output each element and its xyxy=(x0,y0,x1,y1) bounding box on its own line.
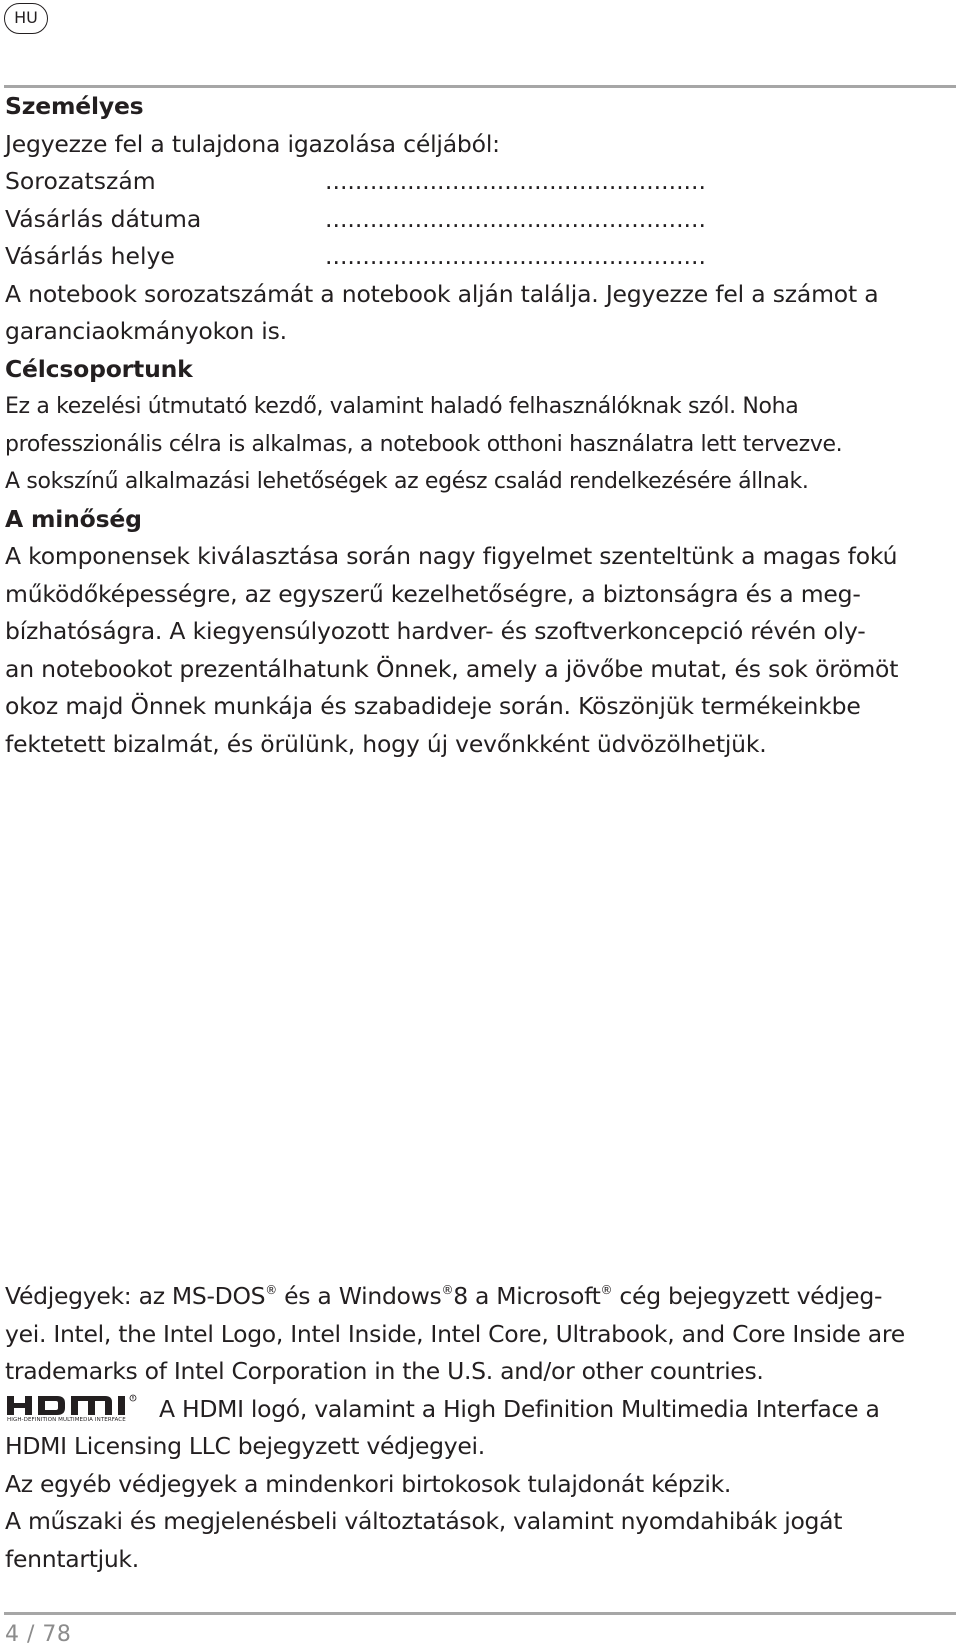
field-label: Vásárlás helye xyxy=(5,242,175,270)
field-blank: ................................................... xyxy=(325,204,706,233)
quality-text-line: fektetett bizalmát, és örülünk, hogy új vevőnkként üdvözölhetjük. xyxy=(5,729,767,758)
quality-text-line: bízhatóságra. A kiegyensúlyozott hardver- és szoftverkoncepció révén oly- xyxy=(5,617,866,645)
field-blank: ................................................... xyxy=(325,167,706,195)
section-title-target: Célcsoportunk xyxy=(5,354,193,383)
trademark-line xyxy=(5,1278,955,1316)
field-blank: ................................................... xyxy=(325,242,706,270)
personal-intro: Jegyezze fel a tulajdona igazolása céljából: xyxy=(5,129,500,158)
trademarks-section xyxy=(5,1278,955,1578)
main-content xyxy=(5,88,955,763)
trademark-line: HDMI Licensing LLC bejegyzett védjegyei. xyxy=(5,1432,485,1460)
trademark-text: A HDMI logó, valamint a High Definition Multimedia Interface a xyxy=(159,1394,880,1423)
field-label: Sorozatszám xyxy=(5,167,156,195)
target-text-line: A sokszínű alkalmazási lehetőségek az egész család rendelkezésére állnak. xyxy=(5,469,809,494)
bottom-divider xyxy=(4,1612,956,1615)
registered-mark: ® xyxy=(600,1283,613,1297)
target-text-line: professzionális célra is alkalmas, a notebook otthoni használatra lett tervezve. xyxy=(5,431,843,457)
quality-text-line: an notebookot prezentálhatunk Önnek, amely a jövőbe mutat, és sok örömöt xyxy=(5,654,899,683)
field-serial-number xyxy=(5,163,955,201)
registered-mark: ® xyxy=(441,1283,454,1297)
field-purchase-date xyxy=(5,201,955,239)
target-text-line: Ez a kezelési útmutató kezdő, valamint haladó felhasználóknak szól. Noha xyxy=(5,394,799,419)
trademark-text: 8 a Microsoft xyxy=(453,1282,601,1310)
trademark-line: A műszaki és megjelenésbeli változtatások, valamint nyomdahibák jogát xyxy=(5,1507,843,1535)
page-number: 4 / 78 xyxy=(5,1622,72,1647)
trademark-text: cég bejegyzett védjeg- xyxy=(612,1282,883,1310)
quality-text-line: A komponensek kiválasztása során nagy figyelmet szenteltünk a magas fokú xyxy=(5,542,898,570)
registered-mark: ® xyxy=(265,1283,277,1297)
trademark-text: és a Windows xyxy=(276,1282,442,1310)
trademark-line: fenntartjuk. xyxy=(5,1544,139,1573)
language-badge: HU xyxy=(4,3,48,34)
quality-text-line: okoz majd Önnek munkája és szabadideje során. Köszönjük termékeinkbe xyxy=(5,692,861,720)
section-title-quality: A minőség xyxy=(5,504,142,533)
trademark-line: yei. Intel, the Intel Logo, Intel Inside, Intel Core, Ultrabook, and Core Inside are xyxy=(5,1319,905,1348)
hdmi-trademark-line xyxy=(5,1391,955,1429)
trademark-line: Az egyéb védjegyek a mindenkori birtokosok tulajdonát képzik. xyxy=(5,1469,732,1498)
section-title-personal: Személyes xyxy=(5,92,144,120)
serial-note-line: garanciaokmányokon is. xyxy=(5,317,287,345)
field-purchase-place xyxy=(5,238,955,276)
trademark-line: trademarks of Intel Corporation in the U.S. and/or other countries. xyxy=(5,1357,764,1385)
svg-text:R: R xyxy=(131,1395,135,1401)
quality-text-line: működőképességre, az egyszerű kezelhetőségre, a biztonságra és a meg- xyxy=(5,579,861,608)
hdmi-logo xyxy=(5,1393,155,1425)
trademark-text: Védjegyek: az MS-DOS xyxy=(5,1282,266,1310)
serial-note-line: A notebook sorozatszámát a notebook alján találja. Jegyezze fel a számot a xyxy=(5,279,879,308)
field-label: Vásárlás dátuma xyxy=(5,204,202,233)
hdmi-logo-subtext: HIGH-DEFINITION MULTIMEDIA INTERFACE xyxy=(7,1417,126,1424)
